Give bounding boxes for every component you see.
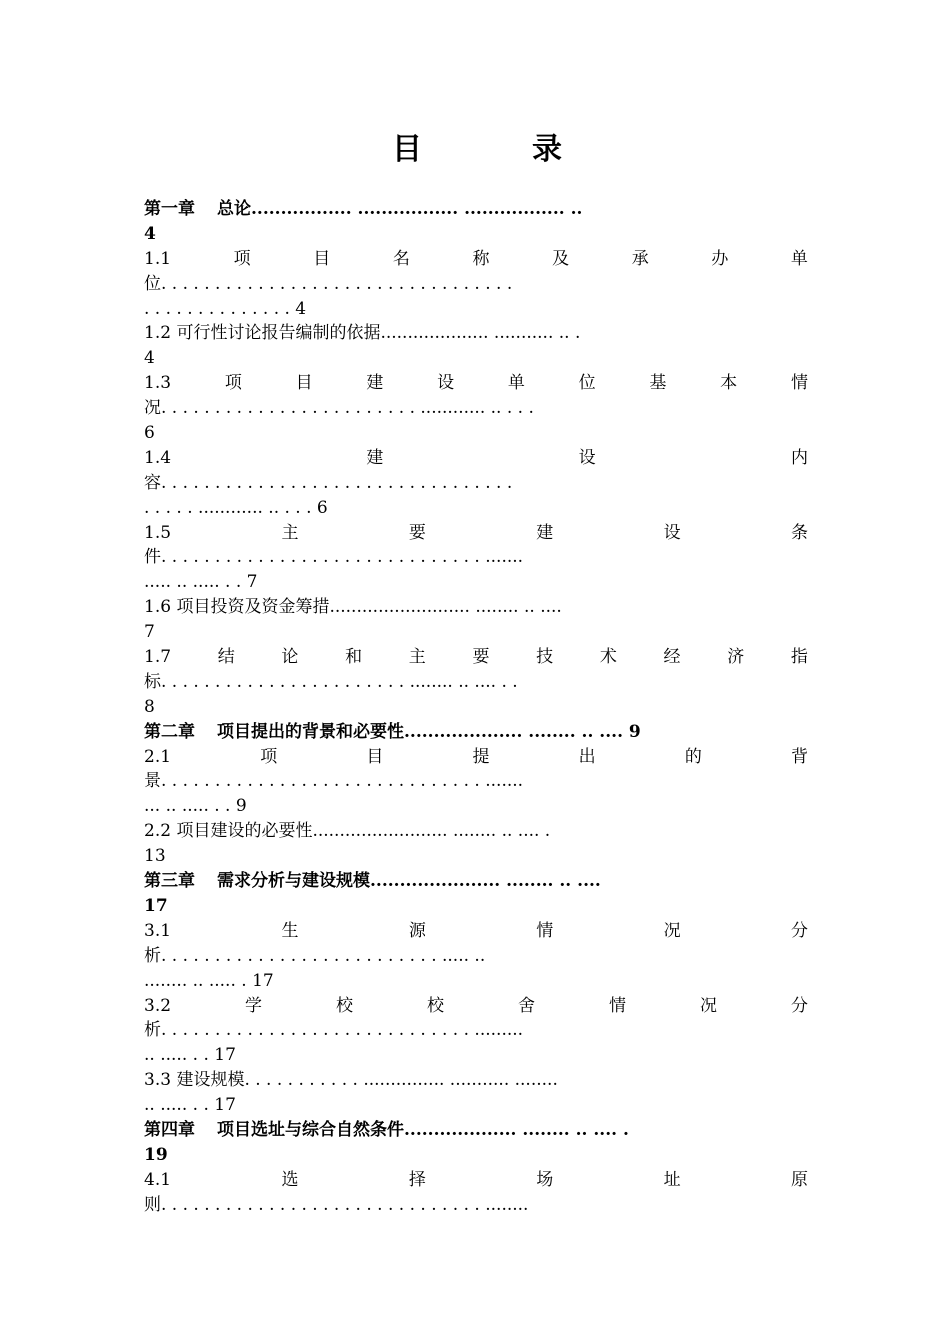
toc-heading-char: 校 (336, 995, 354, 1016)
toc-heading-char: 生 (281, 920, 299, 941)
title-char-left: 目 (392, 132, 422, 167)
toc-line: 容. . . . . . . . . . . . . . . . . . . . . . . . . . . . . . . . . (144, 472, 513, 493)
toc-heading-char: 情 (536, 920, 554, 941)
toc-heading-char: 2.1 (144, 746, 172, 767)
toc-entry-heading (144, 1168, 808, 1193)
toc-heading-char: 的 (684, 746, 702, 767)
toc-heading-char: 本 (720, 373, 738, 394)
toc-heading-char: 项 (233, 248, 251, 269)
toc-heading-char: 1.1 (144, 248, 172, 269)
toc-heading-char: 况 (699, 995, 717, 1016)
toc-heading-char: 济 (727, 647, 745, 668)
toc-heading-char: 单 (790, 248, 808, 269)
chapter-number: 第三章 (144, 871, 195, 892)
toc-heading-char: 名 (392, 248, 410, 269)
toc-heading-char: 主 (281, 522, 299, 543)
toc-entry-heading (144, 446, 808, 471)
toc-page-number: 4 (144, 223, 156, 244)
toc-heading-char: 目 (366, 746, 384, 767)
toc-heading-char: 承 (631, 248, 649, 269)
toc-heading-char: 址 (663, 1169, 681, 1190)
toc-line: .. ..... . . 17 (144, 1095, 236, 1116)
toc-page-number: 13 (144, 846, 166, 867)
toc-line: 况. . . . . . . . . . . . . . . . . . . . . . . . ............ .. . . . (144, 398, 534, 419)
toc-heading-char: 及 (552, 248, 570, 269)
chapter-title: 项目选址与综合自然条件................... ........ .. .... . (217, 1119, 629, 1140)
toc-heading-char: 结 (217, 647, 235, 668)
toc-heading-char: 1.5 (144, 522, 172, 543)
toc-entry-heading (144, 994, 808, 1019)
toc-line: 标. . . . . . . . . . . . . . . . . . . . . . . ........ .. .... . . (144, 671, 518, 692)
toc-heading-char: 背 (790, 746, 808, 767)
toc-heading-char: 称 (472, 248, 490, 269)
toc-heading-char: 场 (536, 1169, 554, 1190)
toc-heading-char: 目 (295, 373, 313, 394)
toc-heading-char: 要 (472, 647, 490, 668)
toc-leader: ................. ................. ................. .. (251, 199, 583, 219)
toc-line: ... .. ..... . . 9 (144, 796, 247, 817)
toc-heading-char: 建 (366, 373, 384, 394)
toc-heading-char: 设 (663, 522, 681, 543)
toc-heading-char: 择 (408, 1169, 426, 1190)
toc-heading-char: 1.4 (144, 447, 172, 468)
toc-heading-char: 4.1 (144, 1169, 172, 1190)
chapter-title: 总论 (217, 199, 251, 219)
toc-heading-char: 项 (260, 746, 278, 767)
chapter-number: 第四章 (144, 1119, 195, 1140)
toc-heading-char: 指 (790, 647, 808, 668)
toc-chapter (144, 720, 808, 745)
toc-heading-char: 舍 (517, 995, 535, 1016)
toc-heading-char: 技 (536, 647, 554, 668)
toc-heading-char: 情 (608, 995, 626, 1016)
toc-page-number: 19 (144, 1144, 168, 1165)
toc-line: 2.2 项目建设的必要性......................... ........ .. .... . (144, 821, 551, 842)
chapter-title: 需求分析与建设规模...................... ........ .. .... (217, 871, 601, 892)
toc-chapter (144, 197, 808, 222)
toc-line: 景. . . . . . . . . . . . . . . . . . . . . . . . . . . . . . ....... (144, 771, 524, 792)
toc-heading-char: 论 (281, 647, 299, 668)
title-char-right: 录 (532, 132, 562, 167)
toc-page-number: 4 (144, 348, 155, 369)
chapter-title: 项目提出的背景和必要性.................... ........ .. .... 9 (217, 721, 641, 742)
toc-heading-char: 条 (791, 522, 808, 543)
toc-heading-char: 3.2 (144, 995, 172, 1016)
toc-heading-char: 提 (472, 746, 490, 767)
toc-page-number: 7 (144, 622, 155, 643)
toc-heading-char: 术 (599, 647, 617, 668)
toc-entry-heading (144, 919, 808, 944)
toc-heading-char: 基 (649, 373, 667, 394)
toc-line: 析. . . . . . . . . . . . . . . . . . . . . . . . . . . . . ......... (144, 1020, 524, 1041)
toc-page-number: 17 (144, 895, 168, 916)
toc-heading-char: 学 (245, 995, 263, 1016)
toc-entry-heading (144, 645, 808, 670)
toc-heading-char: 项 (224, 373, 242, 394)
toc-page-number: 8 (144, 696, 155, 717)
toc-line: . . . . . ............ .. . . . 6 (144, 497, 328, 518)
toc-heading-char: 位 (578, 373, 596, 394)
toc-line: ........ .. ..... . 17 (144, 970, 274, 991)
toc-heading-char: 目 (313, 248, 331, 269)
toc-heading-char: 经 (663, 647, 681, 668)
toc-line: 位. . . . . . . . . . . . . . . . . . . . . . . . . . . . . . . . . (144, 273, 513, 294)
toc-heading-char: 况 (663, 920, 681, 941)
toc-line: 3.3 建设规模. . . . . . . . . . . ............... ........... ........ (144, 1070, 558, 1091)
toc-line: .. ..... . . 17 (144, 1045, 236, 1066)
toc-line: 件. . . . . . . . . . . . . . . . . . . . . . . . . . . . . . ....... (144, 547, 524, 568)
toc-heading-char: 1.7 (144, 647, 172, 668)
chapter-number: 第二章 (144, 721, 195, 742)
toc-line: 1.2 可行性讨论报告编制的依据.................... ........... .. . (144, 323, 581, 344)
toc-heading-char: 内 (790, 447, 808, 468)
toc-heading-char: 1.3 (144, 373, 172, 394)
page-title (0, 128, 950, 172)
toc-chapter (144, 1118, 808, 1143)
toc-heading-char: 设 (578, 447, 596, 468)
toc-heading-char: 建 (536, 522, 554, 543)
toc-heading-char: 原 (791, 1169, 808, 1190)
toc-line: 1.6 项目投资及资金筹措.......................... ........ .. .... (144, 597, 562, 618)
toc-heading-char: 选 (281, 1169, 299, 1190)
toc-entry-heading (144, 745, 808, 770)
toc-line: . . . . . . . . . . . . . . 4 (144, 298, 307, 319)
toc-entry-heading (144, 371, 808, 396)
toc-heading-char: 要 (408, 522, 426, 543)
toc-heading-char: 建 (366, 447, 384, 468)
toc-heading-char: 分 (791, 920, 808, 941)
toc-chapter (144, 869, 808, 894)
toc-heading-char: 情 (790, 373, 808, 394)
table-of-contents (144, 197, 808, 1218)
toc-line: 则. . . . . . . . . . . . . . . . . . . . . . . . . . . . . . ........ (144, 1194, 529, 1215)
toc-heading-char: 和 (345, 647, 363, 668)
toc-heading-char: 源 (408, 920, 426, 941)
toc-heading-char: 出 (578, 746, 596, 767)
toc-heading-char: 办 (711, 248, 729, 269)
toc-heading-char: 3.1 (144, 920, 172, 941)
chapter-number: 第一章 (144, 199, 195, 219)
toc-entry-heading (144, 247, 808, 272)
toc-entry-heading (144, 521, 808, 546)
toc-page-number: 6 (144, 423, 155, 444)
toc-heading-char: 校 (427, 995, 444, 1016)
toc-heading-char: 单 (507, 373, 525, 394)
toc-heading-char: 设 (437, 373, 455, 394)
toc-line: ..... .. ..... . . 7 (144, 572, 258, 593)
toc-line: 析. . . . . . . . . . . . . . . . . . . . . . . . . . ..... .. (144, 945, 486, 966)
toc-heading-char: 主 (408, 647, 426, 668)
toc-heading-char: 分 (790, 995, 808, 1016)
